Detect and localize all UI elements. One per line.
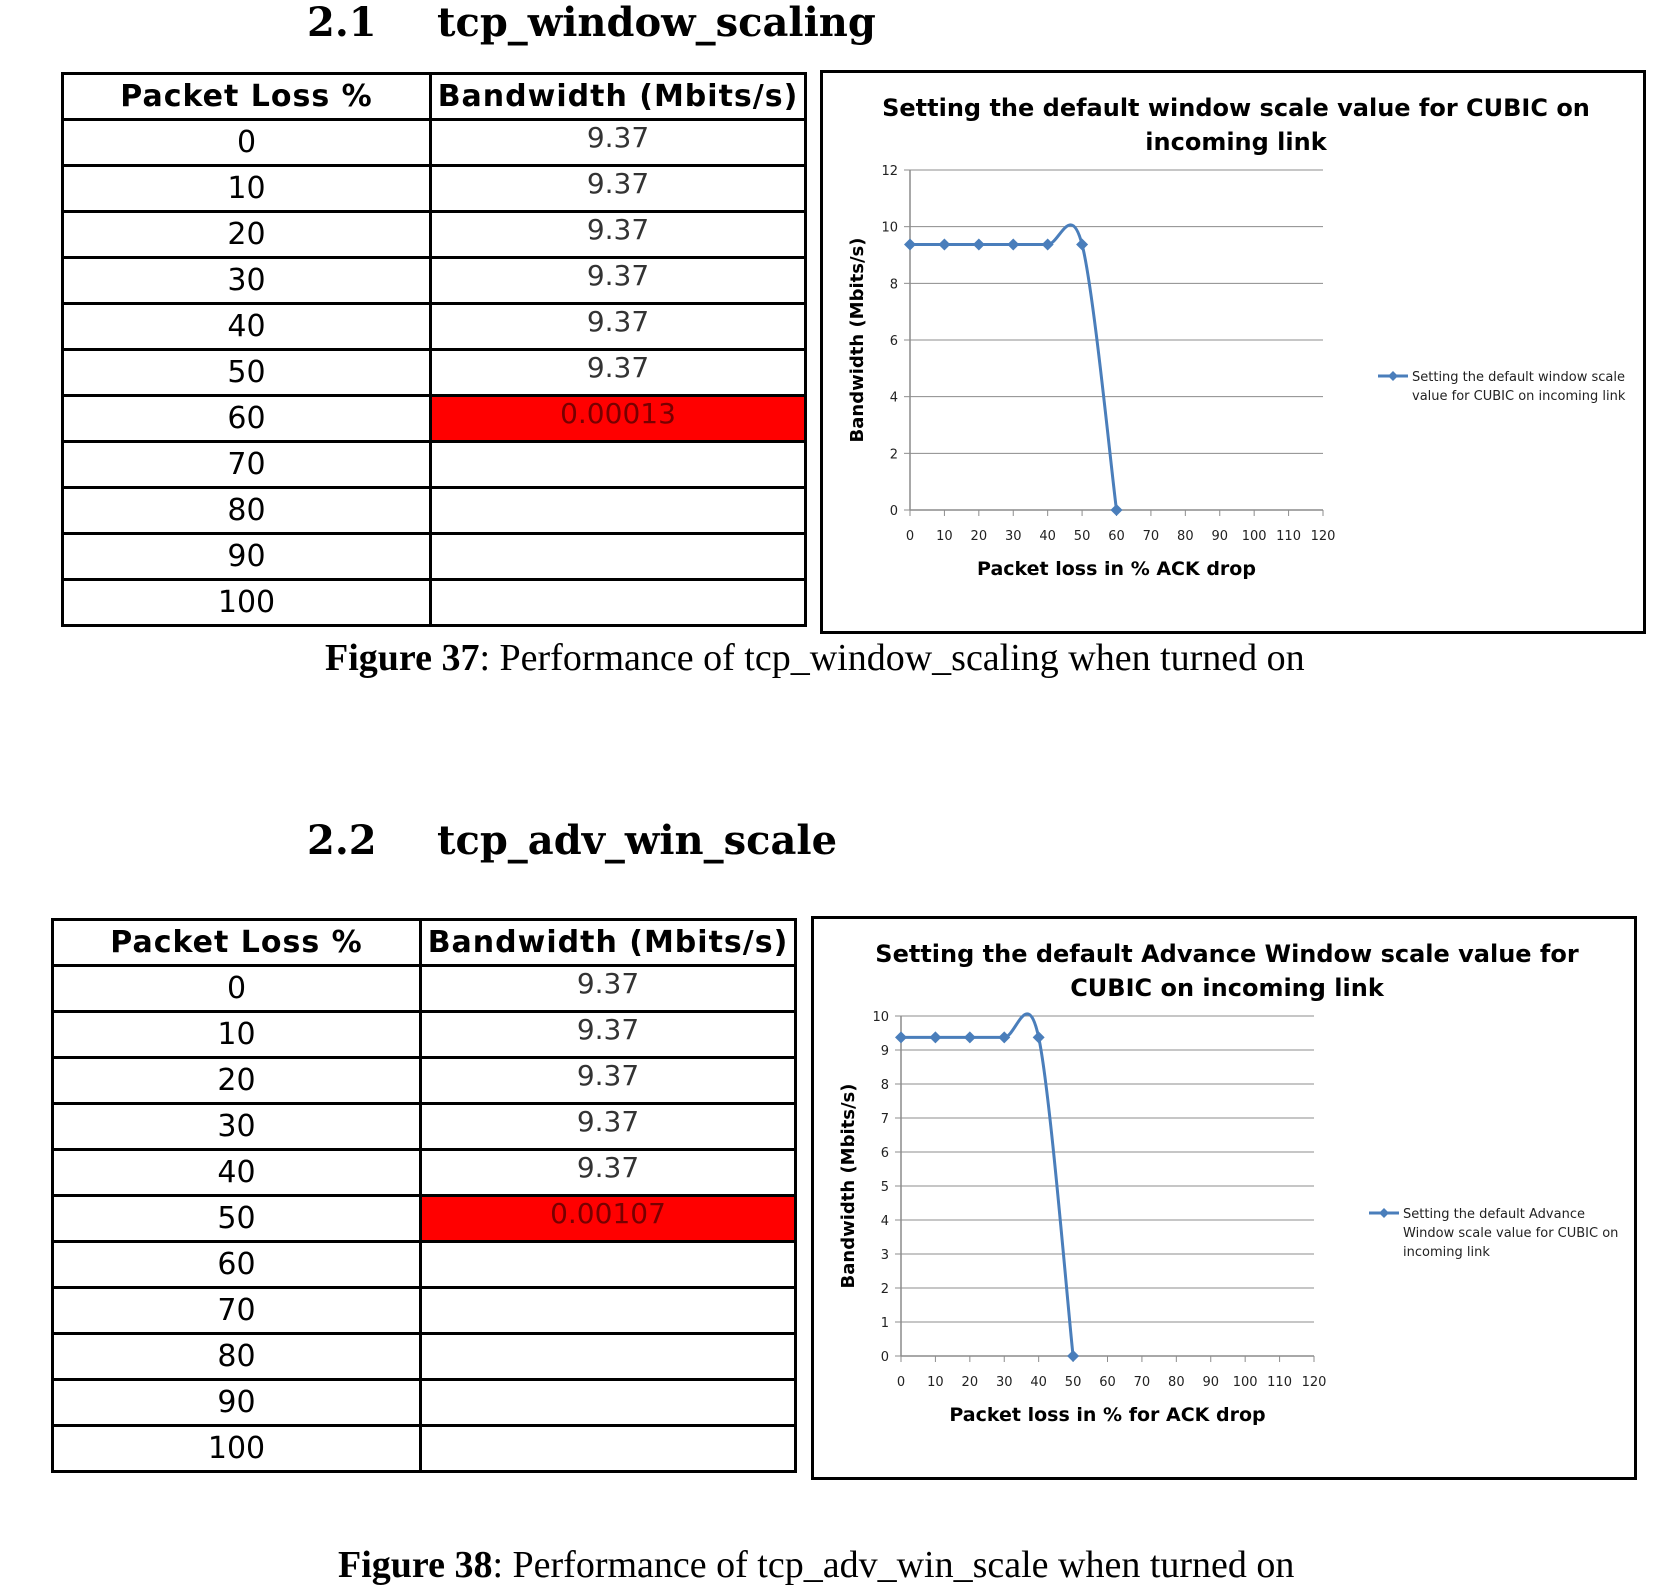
data-point	[1033, 1031, 1045, 1043]
y-tick-label: 6	[889, 334, 898, 349]
x-tick-label: 10	[936, 529, 953, 544]
table-row	[63, 488, 806, 534]
y-tick-label: 1	[880, 1316, 889, 1331]
packet-loss-cell: 30	[63, 258, 431, 304]
packet-loss-cell: 10	[53, 1012, 421, 1058]
packet-loss-cell: 70	[63, 442, 431, 488]
table-row	[63, 304, 806, 350]
x-axis-title: Packet loss in % ACK drop	[977, 558, 1256, 580]
bandwidth-cell-highlighted: 0.00013	[431, 396, 806, 442]
chart-title-line: CUBIC on incoming link	[1070, 974, 1384, 1002]
section-heading-2-2	[307, 818, 837, 864]
y-tick-label: 8	[880, 1078, 889, 1093]
x-tick-label: 10	[927, 1375, 944, 1390]
table-row	[63, 396, 806, 442]
table-row	[53, 966, 796, 1012]
packet-loss-table-1	[61, 72, 807, 627]
table-header-row	[63, 74, 806, 120]
x-tick-label: 110	[1276, 529, 1301, 544]
packet-loss-cell: 50	[63, 350, 431, 396]
x-tick-label: 100	[1241, 529, 1267, 544]
column-header-packet-loss: Packet Loss %	[63, 74, 431, 120]
bandwidth-cell: 9.37	[421, 1058, 796, 1104]
x-tick-label: 70	[1133, 1375, 1151, 1390]
packet-loss-cell: 80	[63, 488, 431, 534]
bandwidth-cell	[421, 1426, 796, 1472]
figure-caption-text: : Performance of tcp_window_scaling when turned on	[479, 637, 1305, 679]
figure-caption-text: : Performance of tcp_adv_win_scale when turned on	[492, 1544, 1295, 1586]
x-tick-label: 70	[1142, 529, 1160, 544]
figure-label: Figure 37	[325, 637, 480, 679]
y-tick-label: 3	[880, 1248, 889, 1263]
bandwidth-cell	[421, 1334, 796, 1380]
figure-label: Figure 38	[338, 1544, 493, 1586]
x-tick-label: 20	[970, 529, 988, 544]
table-row	[63, 442, 806, 488]
y-tick-label: 12	[881, 164, 898, 179]
bandwidth-cell: 9.37	[421, 1012, 796, 1058]
x-tick-label: 50	[1064, 1375, 1082, 1390]
packet-loss-cell: 40	[53, 1150, 421, 1196]
figure-38-caption	[338, 1543, 1294, 1587]
bandwidth-cell: 9.37	[431, 212, 806, 258]
bandwidth-cell: 9.37	[431, 258, 806, 304]
y-tick-label: 6	[880, 1146, 889, 1161]
x-tick-label: 40	[1039, 529, 1056, 544]
x-axis-title: Packet loss in % for ACK drop	[949, 1404, 1266, 1426]
table-row	[53, 1288, 796, 1334]
section-number: 2.2	[307, 817, 377, 864]
bandwidth-cell: 9.37	[431, 350, 806, 396]
x-tick-label: 80	[1168, 1375, 1185, 1390]
bandwidth-cell	[431, 580, 806, 626]
table-row	[63, 166, 806, 212]
bandwidth-cell: 9.37	[421, 1150, 796, 1196]
chart-plot-area	[823, 73, 1649, 637]
legend-label: Setting the default window scale	[1412, 370, 1625, 385]
legend-label: value for CUBIC on incoming link	[1412, 389, 1626, 404]
legend-marker	[1379, 1208, 1389, 1218]
x-tick-label: 0	[905, 529, 915, 544]
x-tick-label: 30	[1004, 529, 1022, 544]
packet-loss-cell: 70	[53, 1288, 421, 1334]
table-row	[53, 1426, 796, 1472]
data-point	[1111, 504, 1123, 516]
packet-loss-cell: 0	[53, 966, 421, 1012]
data-point	[1042, 239, 1054, 251]
packet-loss-cell: 50	[53, 1196, 421, 1242]
data-point	[904, 239, 916, 251]
table-row	[53, 1150, 796, 1196]
y-tick-label: 10	[881, 220, 898, 236]
x-tick-label: 50	[1073, 529, 1091, 544]
data-point	[1007, 239, 1019, 251]
packet-loss-cell: 30	[53, 1104, 421, 1150]
packet-loss-table-2	[51, 918, 797, 1473]
bandwidth-cell	[431, 488, 806, 534]
chart-title-line: Setting the default window scale value for CUBIC on	[882, 94, 1590, 122]
y-tick-label: 4	[880, 1214, 889, 1229]
data-point	[973, 239, 985, 251]
y-tick-label: 5	[880, 1180, 889, 1195]
data-point	[929, 1031, 941, 1043]
packet-loss-cell: 20	[53, 1058, 421, 1104]
x-tick-label: 0	[896, 1375, 906, 1390]
y-tick-label: 0	[880, 1350, 889, 1365]
table-row	[53, 1058, 796, 1104]
bandwidth-cell	[421, 1288, 796, 1334]
data-point	[964, 1031, 976, 1043]
packet-loss-cell: 40	[63, 304, 431, 350]
x-tick-label: 110	[1267, 1375, 1292, 1390]
table-header-row	[53, 920, 796, 966]
bandwidth-cell	[431, 534, 806, 580]
section-title: tcp_adv_win_scale	[437, 817, 838, 864]
table-row	[63, 350, 806, 396]
x-tick-label: 120	[1301, 1375, 1327, 1390]
bandwidth-cell: 9.37	[431, 304, 806, 350]
x-tick-label: 60	[1099, 1375, 1116, 1390]
figure-37-caption	[325, 636, 1305, 680]
y-tick-label: 4	[889, 390, 898, 406]
packet-loss-cell: 60	[53, 1242, 421, 1288]
packet-loss-cell: 0	[63, 120, 431, 166]
data-point	[938, 239, 950, 251]
data-point	[895, 1031, 907, 1043]
bandwidth-cell	[421, 1380, 796, 1426]
bandwidth-cell: 9.37	[431, 166, 806, 212]
data-point	[1076, 239, 1088, 251]
y-axis-title: Bandwidth (Mbits/s)	[847, 237, 868, 443]
y-tick-label: 10	[872, 1010, 889, 1025]
x-tick-label: 90	[1202, 1375, 1220, 1390]
chart-plot-area	[814, 919, 1640, 1483]
packet-loss-cell: 20	[63, 212, 431, 258]
table-row	[53, 1104, 796, 1150]
table-row	[63, 534, 806, 580]
bandwidth-cell: 9.37	[421, 1104, 796, 1150]
bandwidth-cell: 9.37	[431, 120, 806, 166]
packet-loss-cell: 100	[53, 1426, 421, 1472]
y-tick-label: 8	[889, 277, 898, 293]
packet-loss-cell: 60	[63, 396, 431, 442]
section-number: 2.1	[307, 0, 377, 46]
legend-label: incoming link	[1403, 1245, 1490, 1260]
bandwidth-chart-1	[820, 70, 1646, 634]
y-tick-label: 2	[880, 1282, 889, 1297]
y-axis-title: Bandwidth (Mbits/s)	[838, 1083, 859, 1289]
x-tick-label: 100	[1232, 1375, 1258, 1390]
x-tick-label: 20	[961, 1375, 979, 1390]
column-header-packet-loss: Packet Loss %	[53, 920, 421, 966]
table-row	[53, 1012, 796, 1058]
packet-loss-cell: 10	[63, 166, 431, 212]
table-row	[63, 580, 806, 626]
bandwidth-cell	[431, 442, 806, 488]
x-tick-label: 40	[1030, 1375, 1047, 1390]
y-tick-label: 0	[889, 504, 898, 519]
x-tick-label: 80	[1177, 529, 1194, 544]
bandwidth-cell: 9.37	[421, 966, 796, 1012]
legend-label: Setting the default Advance	[1403, 1207, 1585, 1222]
bandwidth-cell-highlighted: 0.00107	[421, 1196, 796, 1242]
table-row	[63, 258, 806, 304]
packet-loss-cell: 90	[63, 534, 431, 580]
series-line	[901, 1014, 1073, 1356]
chart-title-line: incoming link	[1145, 128, 1327, 156]
table-row	[53, 1334, 796, 1380]
column-header-bandwidth: Bandwidth (Mbits/s)	[431, 74, 806, 120]
packet-loss-cell: 80	[53, 1334, 421, 1380]
packet-loss-cell: 90	[53, 1380, 421, 1426]
section-title: tcp_window_scaling	[437, 0, 876, 46]
legend-label: Window scale value for CUBIC on	[1403, 1226, 1619, 1241]
table-row	[53, 1196, 796, 1242]
table-row	[53, 1380, 796, 1426]
series-line	[910, 225, 1117, 510]
y-tick-label: 2	[889, 447, 898, 463]
y-tick-label: 9	[880, 1044, 889, 1059]
chart-title-line: Setting the default Advance Window scale value for	[875, 940, 1579, 968]
column-header-bandwidth: Bandwidth (Mbits/s)	[421, 920, 796, 966]
x-tick-label: 90	[1211, 529, 1229, 544]
section-heading-2-1	[307, 0, 876, 46]
packet-loss-cell: 100	[63, 580, 431, 626]
bandwidth-chart-2	[811, 916, 1637, 1480]
table-row	[53, 1242, 796, 1288]
x-tick-label: 60	[1108, 529, 1125, 544]
x-tick-label: 30	[995, 1375, 1013, 1390]
bandwidth-cell	[421, 1242, 796, 1288]
legend-marker	[1388, 371, 1398, 381]
y-tick-label: 7	[880, 1112, 889, 1127]
table-row	[63, 212, 806, 258]
table-row	[63, 120, 806, 166]
data-point	[1067, 1350, 1079, 1362]
x-tick-label: 120	[1310, 529, 1336, 544]
